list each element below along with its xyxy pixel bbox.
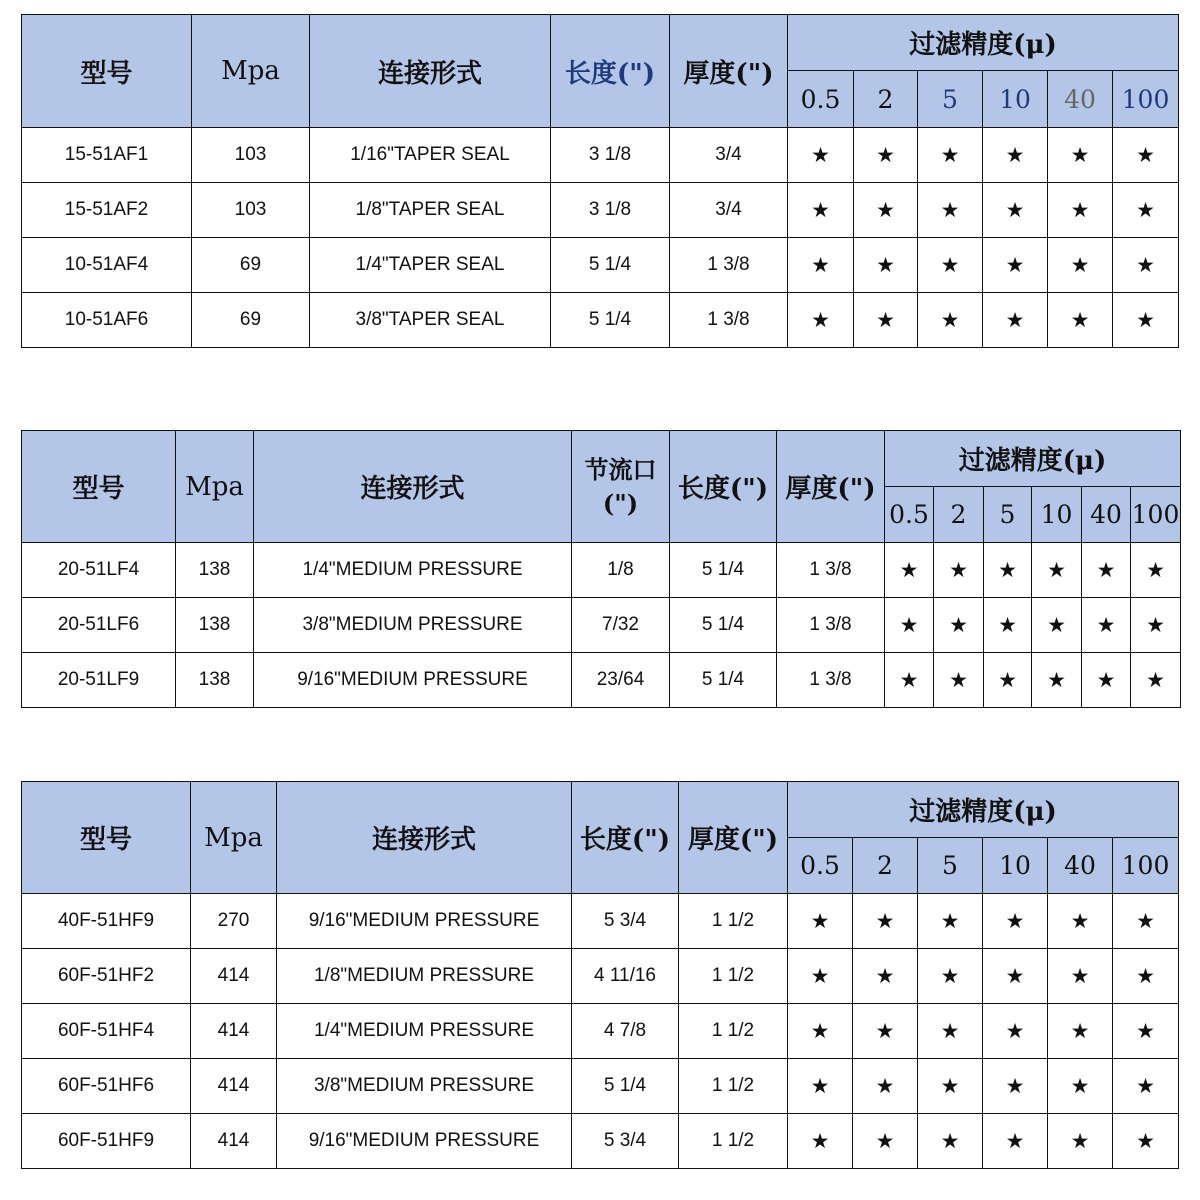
header-filter-precision: 过滤精度(μ) <box>788 15 1179 71</box>
star-mark: ★ <box>983 128 1048 183</box>
star-mark: ★ <box>983 949 1048 1004</box>
star-mark: ★ <box>983 1004 1048 1059</box>
cell-connection: 1/4"MEDIUM PRESSURE <box>254 543 572 598</box>
star-mark: ★ <box>1048 1004 1113 1059</box>
cell-thickness: 3/4 <box>670 128 788 183</box>
header-length: 长度(") <box>572 782 679 894</box>
cell-length: 5 3/4 <box>572 1114 679 1169</box>
star-mark: ★ <box>1113 1059 1179 1114</box>
star-mark: ★ <box>984 543 1032 598</box>
star-mark: ★ <box>885 543 934 598</box>
filter-spec-table-3 <box>21 781 1179 1169</box>
cell-connection: 9/16"MEDIUM PRESSURE <box>277 894 572 949</box>
star-mark: ★ <box>918 949 983 1004</box>
cell-length: 5 1/4 <box>551 238 670 293</box>
star-mark: ★ <box>918 293 983 348</box>
header-filter-size: 0.5 <box>788 71 854 128</box>
cell-model: 40F-51HF9 <box>22 894 191 949</box>
header-filter-size: 0.5 <box>788 838 853 894</box>
star-mark: ★ <box>983 183 1048 238</box>
cell-mpa: 138 <box>176 653 254 708</box>
star-mark: ★ <box>983 293 1048 348</box>
cell-connection: 3/8"MEDIUM PRESSURE <box>254 598 572 653</box>
star-mark: ★ <box>1113 128 1179 183</box>
cell-mpa: 69 <box>192 293 310 348</box>
header-mpa: Mpa <box>176 431 254 543</box>
star-mark: ★ <box>1113 1004 1179 1059</box>
star-mark: ★ <box>1048 128 1113 183</box>
header-filter-size: 5 <box>918 71 983 128</box>
star-mark: ★ <box>853 1059 918 1114</box>
table-row <box>22 949 1179 1004</box>
star-mark: ★ <box>934 543 984 598</box>
table-row <box>22 1114 1179 1169</box>
header-orifice-line1: 节流口 <box>584 454 657 484</box>
cell-mpa: 103 <box>192 128 310 183</box>
header-thickness: 厚度(") <box>670 15 788 128</box>
cell-model: 10-51AF6 <box>22 293 192 348</box>
table-row <box>22 653 1181 708</box>
cell-thickness: 1 3/8 <box>670 238 788 293</box>
star-mark: ★ <box>934 598 984 653</box>
cell-length: 5 1/4 <box>670 653 777 708</box>
star-mark: ★ <box>1048 1059 1113 1114</box>
star-mark: ★ <box>918 1004 983 1059</box>
cell-length: 4 11/16 <box>572 949 679 1004</box>
table-row <box>22 543 1181 598</box>
star-mark: ★ <box>1048 183 1113 238</box>
header-filter-size: 2 <box>934 487 984 543</box>
header-filter-size: 5 <box>984 487 1032 543</box>
cell-mpa: 270 <box>191 894 277 949</box>
star-mark: ★ <box>918 1059 983 1114</box>
header-filter-size: 40 <box>1048 71 1113 128</box>
header-filter-size: 2 <box>853 838 918 894</box>
cell-length: 5 1/4 <box>572 1059 679 1114</box>
star-mark: ★ <box>854 238 918 293</box>
header-filter-size: 10 <box>1032 487 1082 543</box>
table-row <box>22 238 1179 293</box>
star-mark: ★ <box>854 128 918 183</box>
star-mark: ★ <box>788 1114 853 1169</box>
cell-connection: 1/8"MEDIUM PRESSURE <box>277 949 572 1004</box>
cell-model: 60F-51HF6 <box>22 1059 191 1114</box>
header-filter-size: 40 <box>1082 487 1131 543</box>
star-mark: ★ <box>918 894 983 949</box>
star-mark: ★ <box>853 949 918 1004</box>
star-mark: ★ <box>788 238 854 293</box>
cell-mpa: 414 <box>191 949 277 1004</box>
star-mark: ★ <box>788 949 853 1004</box>
star-mark: ★ <box>853 1004 918 1059</box>
star-mark: ★ <box>1113 1114 1179 1169</box>
cell-connection: 1/4"TAPER SEAL <box>310 238 551 293</box>
star-mark: ★ <box>983 1114 1048 1169</box>
header-connection: 连接形式 <box>277 782 572 894</box>
cell-connection: 1/16"TAPER SEAL <box>310 128 551 183</box>
table-row <box>22 183 1179 238</box>
star-mark: ★ <box>1032 598 1082 653</box>
header-thickness: 厚度(") <box>679 782 788 894</box>
cell-model: 60F-51HF9 <box>22 1114 191 1169</box>
cell-thickness: 3/4 <box>670 183 788 238</box>
star-mark: ★ <box>918 183 983 238</box>
table-row <box>22 1059 1179 1114</box>
cell-connection: 1/4"MEDIUM PRESSURE <box>277 1004 572 1059</box>
star-mark: ★ <box>1048 238 1113 293</box>
cell-mpa: 138 <box>176 543 254 598</box>
header-orifice <box>572 431 670 543</box>
star-mark: ★ <box>788 128 854 183</box>
table-row <box>22 1004 1179 1059</box>
star-mark: ★ <box>1048 293 1113 348</box>
cell-mpa: 414 <box>191 1059 277 1114</box>
cell-connection: 9/16"MEDIUM PRESSURE <box>277 1114 572 1169</box>
cell-thickness: 1 3/8 <box>777 653 885 708</box>
star-mark: ★ <box>885 653 934 708</box>
cell-length: 4 7/8 <box>572 1004 679 1059</box>
cell-orifice: 1/8 <box>572 543 670 598</box>
table-row <box>22 128 1179 183</box>
cell-model: 15-51AF2 <box>22 183 192 238</box>
header-orifice-line2: (") <box>602 488 639 518</box>
cell-thickness: 1 1/2 <box>679 1059 788 1114</box>
star-mark: ★ <box>1048 949 1113 1004</box>
cell-mpa: 138 <box>176 598 254 653</box>
star-mark: ★ <box>983 1059 1048 1114</box>
header-mpa: Mpa <box>191 782 277 894</box>
cell-model: 15-51AF1 <box>22 128 192 183</box>
star-mark: ★ <box>854 293 918 348</box>
star-mark: ★ <box>1131 543 1181 598</box>
star-mark: ★ <box>853 1114 918 1169</box>
star-mark: ★ <box>885 598 934 653</box>
table-row <box>22 293 1179 348</box>
header-filter-size: 10 <box>983 71 1048 128</box>
cell-length: 5 1/4 <box>551 293 670 348</box>
header-filter-size: 100 <box>1131 487 1181 543</box>
filter-spec-table-1 <box>21 14 1179 348</box>
table-row <box>22 894 1179 949</box>
star-mark: ★ <box>1032 653 1082 708</box>
star-mark: ★ <box>788 1059 853 1114</box>
header-filter-precision: 过滤精度(μ) <box>788 782 1179 838</box>
cell-connection: 3/8"TAPER SEAL <box>310 293 551 348</box>
cell-length: 3 1/8 <box>551 183 670 238</box>
cell-length: 5 3/4 <box>572 894 679 949</box>
cell-model: 20-51LF9 <box>22 653 176 708</box>
star-mark: ★ <box>1113 183 1179 238</box>
cell-thickness: 1 3/8 <box>670 293 788 348</box>
filter-spec-table-2 <box>21 430 1181 708</box>
cell-model: 60F-51HF4 <box>22 1004 191 1059</box>
star-mark: ★ <box>983 894 1048 949</box>
cell-thickness: 1 1/2 <box>679 1114 788 1169</box>
header-length: 长度(") <box>670 431 777 543</box>
header-filter-size: 5 <box>918 838 983 894</box>
header-filter-size: 40 <box>1048 838 1113 894</box>
header-model: 型号 <box>22 782 191 894</box>
header-filter-precision: 过滤精度(μ) <box>885 431 1181 487</box>
star-mark: ★ <box>1113 293 1179 348</box>
star-mark: ★ <box>918 238 983 293</box>
star-mark: ★ <box>1082 598 1131 653</box>
star-mark: ★ <box>853 894 918 949</box>
header-filter-size: 100 <box>1113 838 1179 894</box>
star-mark: ★ <box>1048 894 1113 949</box>
star-mark: ★ <box>1082 543 1131 598</box>
cell-mpa: 69 <box>192 238 310 293</box>
cell-length: 5 1/4 <box>670 543 777 598</box>
header-filter-size: 100 <box>1113 71 1179 128</box>
cell-thickness: 1 3/8 <box>777 543 885 598</box>
star-mark: ★ <box>1113 949 1179 1004</box>
header-thickness: 厚度(") <box>777 431 885 543</box>
cell-model: 10-51AF4 <box>22 238 192 293</box>
cell-thickness: 1 1/2 <box>679 894 788 949</box>
header-model: 型号 <box>22 431 176 543</box>
star-mark: ★ <box>788 1004 853 1059</box>
star-mark: ★ <box>918 128 983 183</box>
star-mark: ★ <box>788 183 854 238</box>
star-mark: ★ <box>984 598 1032 653</box>
star-mark: ★ <box>984 653 1032 708</box>
star-mark: ★ <box>1048 1114 1113 1169</box>
cell-orifice: 7/32 <box>572 598 670 653</box>
header-mpa: Mpa <box>192 15 310 128</box>
star-mark: ★ <box>854 183 918 238</box>
star-mark: ★ <box>1113 894 1179 949</box>
cell-orifice: 23/64 <box>572 653 670 708</box>
cell-model: 20-51LF6 <box>22 598 176 653</box>
cell-connection: 1/8"TAPER SEAL <box>310 183 551 238</box>
cell-thickness: 1 1/2 <box>679 949 788 1004</box>
header-connection: 连接形式 <box>310 15 551 128</box>
star-mark: ★ <box>1131 598 1181 653</box>
cell-connection: 9/16"MEDIUM PRESSURE <box>254 653 572 708</box>
header-connection: 连接形式 <box>254 431 572 543</box>
header-filter-size: 2 <box>854 71 918 128</box>
star-mark: ★ <box>934 653 984 708</box>
star-mark: ★ <box>983 238 1048 293</box>
cell-mpa: 103 <box>192 183 310 238</box>
header-model: 型号 <box>22 15 192 128</box>
cell-model: 20-51LF4 <box>22 543 176 598</box>
cell-length: 3 1/8 <box>551 128 670 183</box>
cell-connection: 3/8"MEDIUM PRESSURE <box>277 1059 572 1114</box>
table-row <box>22 598 1181 653</box>
cell-mpa: 414 <box>191 1114 277 1169</box>
header-filter-size: 0.5 <box>885 487 934 543</box>
cell-length: 5 1/4 <box>670 598 777 653</box>
cell-thickness: 1 1/2 <box>679 1004 788 1059</box>
star-mark: ★ <box>1032 543 1082 598</box>
star-mark: ★ <box>1131 653 1181 708</box>
cell-model: 60F-51HF2 <box>22 949 191 1004</box>
cell-mpa: 414 <box>191 1004 277 1059</box>
cell-thickness: 1 3/8 <box>777 598 885 653</box>
star-mark: ★ <box>1113 238 1179 293</box>
star-mark: ★ <box>788 894 853 949</box>
star-mark: ★ <box>1082 653 1131 708</box>
header-filter-size: 10 <box>983 838 1048 894</box>
header-length: 长度(") <box>551 15 670 128</box>
star-mark: ★ <box>918 1114 983 1169</box>
star-mark: ★ <box>788 293 854 348</box>
